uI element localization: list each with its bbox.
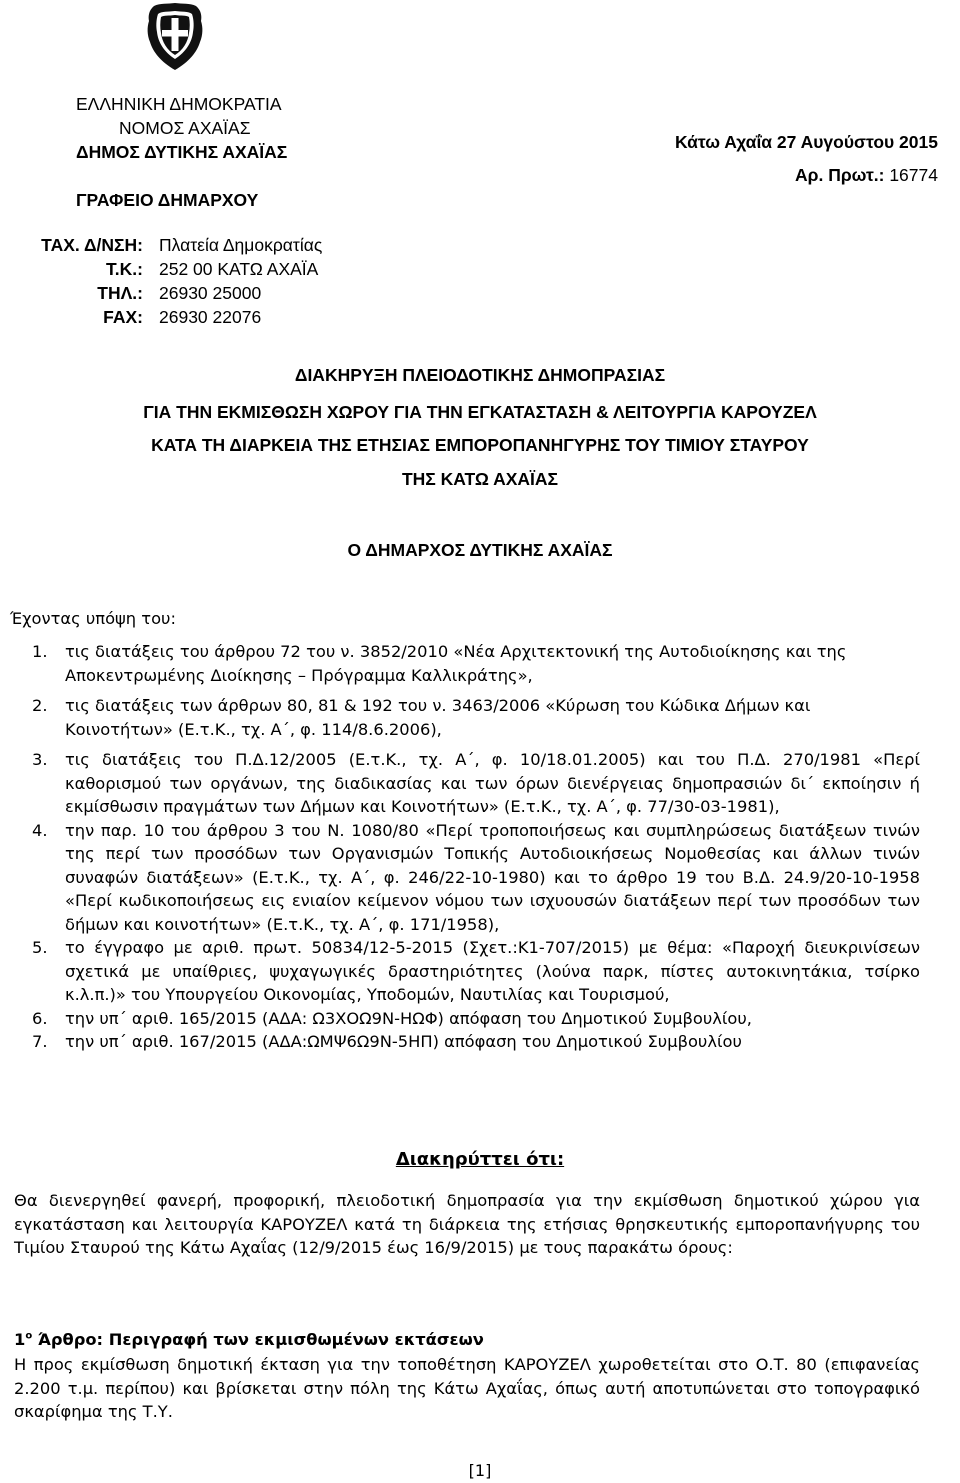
- list-item-number: 7.: [32, 1032, 48, 1051]
- list-item-text: τις διατάξεις του άρθρου 72 του ν. 3852/2010 «Νέα Αρχιτεκτονική της Αυτοδιοίκησης και της Αποκεντρωμένης Διοίκησης – Πρόγραμμα Καλλικράτης»,: [65, 642, 847, 685]
- list-item-number: 1.: [32, 642, 48, 661]
- fax-value: 26930 22076: [159, 307, 262, 327]
- list-item-text: τις διατάξεις των άρθρων 80, 81 & 192 του ν. 3463/2006 «Κύρωση του Κώδικα Δήμων και Κοινοτήτων» (Ε.τ.Κ., τχ. Α΄, φ. 114/8.6.2006),: [65, 696, 811, 739]
- list-item-text: την υπ΄ αριθ. 167/2015 (ΑΔΑ:ΩΜΨ6Ω9Ν-5ΗΠ) απόφαση του Δημοτικού Συμβουλίου: [65, 1032, 742, 1051]
- list-item: [32, 819, 920, 937]
- coat-of-arms-emblem: [146, 2, 204, 72]
- org-prefecture: ΝΟΜΟΣ ΑΧΑΪΑΣ: [119, 118, 251, 138]
- list-item-number: 4.: [32, 820, 48, 840]
- fax-label: FAX:: [103, 307, 143, 327]
- list-item-text: την παρ. 10 του άρθρου 3 του Ν. 1080/80 «Περί τροποποιήσεως και συμπληρώσεως διατάξεων τινών της περί των προσόδων των Οργανισμών Τοπικής Αυτοδιοικήσεως Νομοθεσίας και άλλων τινών συναφών διατάξεων» (Ε.τ.Κ., τχ. Α΄, φ. 246/22-10-1980) και το άρθρο 19 του Β.Δ. 24.9/20-10-1958 «Περί κωδικοποιήσεως εις ενιαίον κείμενον νόμου των ισχυουσών διατάξεων περί των προσόδων των δήμων και κοινοτήτων» (Ε.τ.Κ., τχ. Α΄, φ. 171/1958),: [65, 820, 920, 934]
- list-item-number: 3.: [32, 750, 48, 769]
- list-item-text: τις διατάξεις του Π.Δ.12/2005 (Ε.τ.Κ., τχ. Α΄, φ. 10/18.01.2005) και του Π.Δ. 270/1981 «Περί καθορισμού των οργάνων, της διαδικασίας και των όρων διενέργειας δημοπρασιών δι΄ εκποίησιν ή εκμίσθωσιν πραγμάτων των Δήμων και Κοινοτήτων» (Ε.τ.Κ., τχ. Α΄, φ. 77/30-03-1981),: [65, 750, 920, 816]
- list-item-text: την υπ΄ αριθ. 165/2015 (ΑΔΑ: Ω3ΧΟΩ9Ν-ΗΩΦ) απόφαση του Δημοτικού Συμβουλίου,: [65, 1008, 752, 1028]
- list-item-number: 2.: [32, 696, 48, 715]
- postal-code-label: Τ.Κ.:: [106, 259, 143, 279]
- protocol-value: 16774: [889, 165, 938, 185]
- title-line-3: ΚΑΤΑ ΤΗ ΔΙΑΡΚΕΙΑ ΤΗΣ ΕΤΗΣΙΑΣ ΕΜΠΟΡΟΠΑΝΗΓΥΡΗΣ ΤΟΥ ΤΙΜΙΟΥ ΣΤΑΥΡΟΥ: [151, 435, 809, 455]
- protocol-number: [795, 164, 938, 186]
- article-heading-text: Άρθρο: Περιγραφή των εκμισθωμένων εκτάσεων: [37, 1330, 484, 1349]
- list-item-number: 5.: [32, 938, 48, 957]
- title-line-2: ΓΙΑ ΤΗΝ ΕΚΜΙΣΘΩΣΗ ΧΩΡΟΥ ΓΙΑ ΤΗΝ ΕΓΚΑΤΑΣΤΑΣΗ & ΛΕΙΤΟΥΡΓΙΑ ΚΑΡΟΥΖΕΛ: [143, 402, 817, 422]
- list-item: [32, 936, 920, 1007]
- declaration-paragraph: Θα διενεργηθεί φανερή, προφορική, πλειοδοτική δημοπρασία για την εκμίσθωση δημοτικού χώρου για εγκατάσταση και λειτουργία ΚΑΡΟΥΖΕΛ κατά τη διάρκεια της ετήσιας θρησκευτικής εμποροπανήγυρης του Τιμίου Σταυρού της Κάτω Αχαΐας (12/9/2015 έως 16/9/2015) με τους παρακάτω όρους:: [14, 1191, 920, 1257]
- list-item: [32, 748, 920, 819]
- address-label: ΤΑΧ. Δ/ΝΣΗ:: [41, 235, 143, 255]
- list-item-text: το έγγραφο με αριθ. πρωτ. 50834/12-5-2015 (Σχετ.:Κ1-707/2015) με θέμα: «Παροχή διευκρινίσεων σχετικά με υπαίθριες, ψυχαγωγικές δραστηριότητες (λούνα παρκ, πίστες αυτοκινητάκια, τσίρκο κ.λ.π.)» του Υπουργείου Οικονομίας, Υποδομών, Ναυτιλίας και Τουρισμού,: [65, 938, 920, 1004]
- address-value: Πλατεία Δημοκρατίας: [159, 235, 323, 255]
- phone-value: 26930 25000: [159, 283, 262, 303]
- article-1-heading: [14, 1330, 484, 1349]
- list-item: [32, 1007, 920, 1031]
- list-item: [32, 640, 920, 687]
- list-item: [32, 1030, 920, 1054]
- considerations-list: [32, 640, 920, 1054]
- protocol-label: Αρ. Πρωτ.:: [795, 165, 885, 185]
- mayor-heading: Ο ΔΗΜΑΡΧΟΣ ΔΥΤΙΚΗΣ ΑΧΑΪΑΣ: [347, 540, 613, 560]
- article-1-text: Η προς εκμίσθωση δημοτική έκταση για την τοποθέτηση ΚΑΡΟΥΖΕΛ χωροθετείται στο Ο.Τ. 80 (επιφανείας 2.200 τ.μ. περίπου) και βρίσκεται στην πόλη της Κάτω Αχαΐας, όπως αυτή αποτυπώνεται στο τοπογραφικό σκαρίφημα της Τ.Υ.: [14, 1355, 920, 1421]
- org-municipality: ΔΗΜΟΣ ΔΥΤΙΚΗΣ ΑΧΑΪΑΣ: [76, 142, 288, 162]
- list-item: [32, 694, 920, 741]
- postal-code-value: 252 00 ΚΑΤΩ ΑΧΑΪΑ: [159, 259, 319, 279]
- org-country: ΕΛΛΗΝΙΚΗ ΔΗΜΟΚΡΑΤΙΑ: [76, 94, 282, 114]
- considering-label: Έχοντας υπόψη του:: [10, 609, 176, 628]
- office-name: ΓΡΑΦΕΙΟ ΔΗΜΑΡΧΟΥ: [76, 190, 259, 210]
- page-number: [1]: [468, 1461, 492, 1480]
- article-ordinal: ο: [25, 1330, 33, 1342]
- list-item-number: 6.: [32, 1008, 48, 1028]
- title-line-4: ΤΗΣ ΚΑΤΩ ΑΧΑΪΑΣ: [401, 469, 559, 489]
- document-date: Κάτω Αχαΐα 27 Αυγούστου 2015: [674, 132, 938, 152]
- phone-label: ΤΗΛ.:: [97, 283, 143, 303]
- declares-heading: Διακηρύττει ότι:: [395, 1149, 565, 1170]
- article-number: 1: [14, 1330, 26, 1349]
- title-line-1: ΔΙΑΚΗΡΥΞΗ ΠΛΕΙΟΔΟΤΙΚΗΣ ΔΗΜΟΠΡΑΣΙΑΣ: [294, 365, 666, 385]
